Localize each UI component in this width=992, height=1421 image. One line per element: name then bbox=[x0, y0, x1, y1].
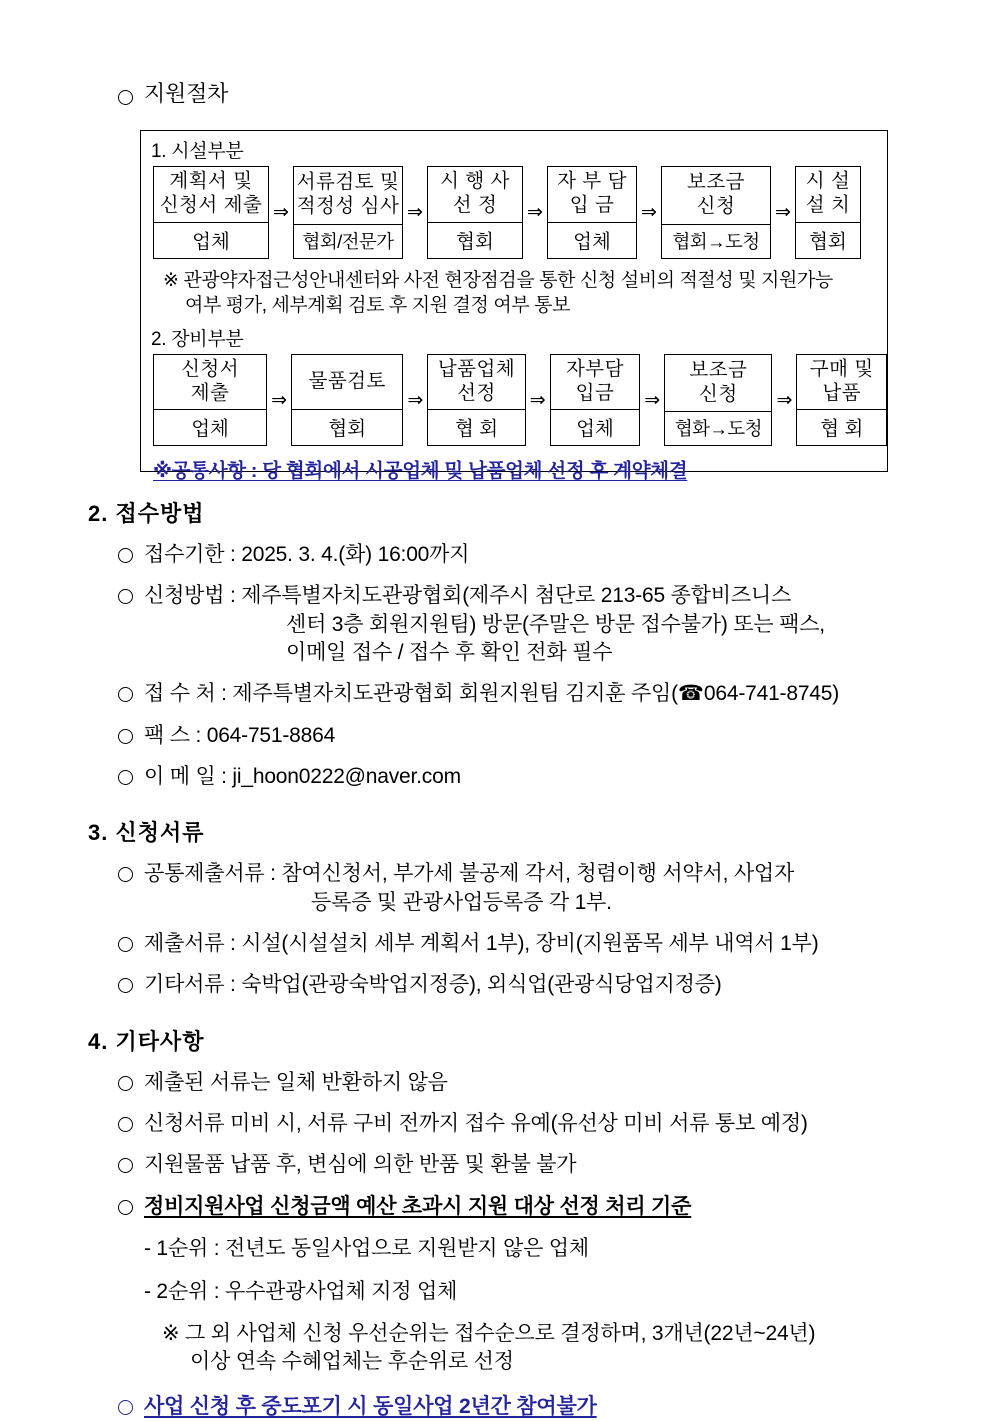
list-item-text: 접수기한 : 2025. 3. 4.(화) 16:00까지 bbox=[144, 543, 470, 566]
list-item bbox=[118, 1069, 992, 1097]
ring-bullet-icon bbox=[118, 589, 133, 604]
flow-step-title bbox=[428, 167, 522, 223]
support-procedure-label: 지원절차 bbox=[144, 81, 229, 106]
arrow-right-icon: ⇒ bbox=[407, 389, 424, 411]
list-item-text: 기타서류 : 숙박업(관광숙박업지정증), 외식업(관광식당업지정증) bbox=[144, 973, 722, 997]
flow-step-actor: 협회 bbox=[456, 230, 494, 253]
list-item-line: 이메일 접수 / 접수 후 확인 전화 필수 bbox=[286, 641, 613, 665]
procedure-diagram-frame bbox=[140, 130, 888, 483]
list-item bbox=[118, 541, 992, 569]
email-text: 이 메 일 : ji_hoon0222@naver.com bbox=[144, 765, 461, 789]
flow-step-title-line: 자 부 담 bbox=[557, 170, 627, 192]
list-item-line: 등록증 및 관광사업등록증 각 1부. bbox=[311, 890, 612, 914]
arrow-right-icon: ⇒ bbox=[529, 389, 546, 411]
list-item bbox=[118, 763, 992, 791]
flow-step-box bbox=[153, 354, 267, 447]
list-item-text: 신청서류 미비 시, 서류 구비 전까지 접수 유예(유선상 미비 서류 통보 예정) bbox=[144, 1112, 808, 1136]
ring-bullet-icon bbox=[118, 978, 133, 993]
flow-step-title-line: 서류검토 및 bbox=[296, 171, 400, 193]
list-item-line: 신청방법 : 제주특별자치도관광협회(제주시 첨단로 213-65 종합비즈니스 bbox=[144, 584, 792, 608]
flow-step-title-line: 납품 bbox=[822, 381, 862, 404]
ring-bullet-icon bbox=[118, 937, 133, 952]
flow-step-box bbox=[427, 354, 525, 447]
flow-step-title bbox=[662, 167, 770, 225]
flow-step-title-line: 보조금 bbox=[689, 358, 748, 381]
list-item-text: 정비지원사업 신청금액 예산 초과시 지원 대상 선정 처리 기준 bbox=[144, 1194, 692, 1218]
arrow-right-icon: ⇒ bbox=[407, 201, 423, 223]
facility-section-label: 1. 시설부분 bbox=[151, 141, 244, 162]
flow-step-box bbox=[547, 166, 637, 259]
list-item-text: 사업 신청 후 중도포기 시 동일사업 2년간 참여불가 bbox=[144, 1394, 597, 1418]
ring-bullet-icon bbox=[118, 687, 133, 702]
ring-bullet-icon bbox=[118, 867, 133, 882]
facility-note-line2: 여부 평가, 세부계획 검토 후 지원 결정 여부 통보 bbox=[185, 294, 571, 316]
list-item bbox=[118, 930, 992, 958]
section-title: 3. 신청서류 bbox=[88, 820, 205, 846]
list-item bbox=[118, 722, 992, 750]
list-item bbox=[118, 582, 992, 667]
flow-step-box bbox=[550, 354, 641, 447]
list-item-text: 팩 스 : 064-751-8864 bbox=[144, 723, 336, 747]
list-item-highlight bbox=[118, 1193, 992, 1221]
support-procedure-bullet bbox=[118, 83, 228, 105]
section-title: 4. 기타사항 bbox=[88, 1028, 205, 1054]
section-items bbox=[118, 860, 992, 999]
star-note bbox=[162, 1320, 992, 1377]
list-item-text bbox=[144, 860, 794, 917]
flow-step-title bbox=[292, 355, 402, 411]
list-item bbox=[118, 860, 992, 917]
facility-note bbox=[163, 268, 887, 318]
ring-bullet-icon bbox=[118, 1117, 133, 1132]
flow-step-actor: 협회→도청 bbox=[672, 230, 760, 252]
flow-step-title-line: 선정 bbox=[457, 381, 496, 404]
flow-step-actor: 업체 bbox=[576, 418, 614, 441]
list-item-text: 지원물품 납품 후, 변심에 의한 반품 및 환불 불가 bbox=[144, 1153, 577, 1177]
flow-step-title bbox=[548, 167, 636, 223]
arrow-right-icon: ⇒ bbox=[775, 201, 791, 223]
ring-bullet-icon bbox=[118, 90, 133, 105]
ring-bullet-icon bbox=[118, 1400, 133, 1415]
flow-step-box bbox=[795, 166, 861, 259]
list-item bbox=[118, 680, 992, 708]
list-item-text bbox=[144, 582, 825, 667]
flow-step-box bbox=[293, 166, 403, 259]
flow-step-title-line: 신청서 제출 bbox=[159, 193, 263, 216]
flow-step-box bbox=[661, 166, 771, 259]
flow-step-title bbox=[154, 355, 266, 411]
list-item-warning bbox=[118, 1393, 992, 1421]
section-application-documents bbox=[0, 816, 992, 999]
flow-step-title-line: 입금 bbox=[575, 381, 615, 404]
sub-list-item bbox=[144, 1278, 992, 1306]
flow-step-box bbox=[427, 166, 523, 259]
flow-step-title-line: 적정성 심사 bbox=[296, 194, 400, 217]
flow-step-actor: 협 회 bbox=[820, 418, 864, 441]
list-item-text: 접 수 처 : 제주특별자치도관광협회 회원지원팀 김지훈 주임(☎064-741-8745) bbox=[144, 682, 840, 706]
flow-step-title-line: 시 행 사 bbox=[440, 170, 510, 192]
arrow-right-icon: ⇒ bbox=[644, 389, 661, 411]
flow-step-title-line: 신청 bbox=[696, 194, 736, 217]
list-item bbox=[118, 971, 992, 999]
flow-step-actor: 업체 bbox=[573, 230, 611, 253]
sub-list-item-text: - 1순위 : 전년도 동일사업으로 지원받지 않은 업체 bbox=[144, 1237, 589, 1261]
facility-flow-row bbox=[153, 166, 887, 259]
flow-step-title-line: 입 금 bbox=[569, 193, 615, 216]
flow-step-title-line: 납품업체 bbox=[437, 357, 516, 380]
flow-step-title-line: 선 정 bbox=[452, 193, 498, 216]
flow-step-title-line: 자부담 bbox=[565, 357, 624, 380]
ring-bullet-icon bbox=[118, 548, 133, 563]
flow-step-title bbox=[428, 355, 524, 411]
document-sections bbox=[0, 497, 992, 1421]
flow-step-title-line: 구매 및 bbox=[809, 357, 874, 380]
ring-bullet-icon bbox=[118, 1076, 133, 1091]
facility-note-line1: ※ 관광약자접근성안내센터와 사전 현장점검을 통한 신청 설비의 적절성 및 지원가능 bbox=[163, 269, 833, 291]
flow-step-actor: 협회 bbox=[809, 230, 847, 253]
equipment-section-label: 2. 장비부분 bbox=[151, 328, 244, 350]
flow-step-box bbox=[796, 354, 887, 447]
flow-step-title-line: 제출 bbox=[190, 381, 230, 404]
flow-step-box bbox=[153, 166, 269, 259]
flow-step-title bbox=[294, 167, 402, 225]
section-items bbox=[118, 1069, 992, 1421]
star-note-text bbox=[162, 1322, 992, 1377]
arrow-right-icon: ⇒ bbox=[641, 201, 657, 223]
list-item-line: 공통제출서류 : 참여신청서, 부가세 불공제 각서, 청렴이행 서약서, 사업자 bbox=[144, 862, 795, 886]
arrow-right-icon: ⇒ bbox=[527, 201, 543, 223]
flow-step-title bbox=[665, 355, 771, 413]
ring-bullet-icon bbox=[118, 729, 133, 744]
flow-step-actor: 업체 bbox=[191, 418, 229, 441]
list-item-text: 제출서류 : 시설(시설설치 세부 계획서 1부), 장비(지원품목 세부 내역서 1부) bbox=[144, 932, 819, 956]
list-item bbox=[118, 1151, 992, 1179]
flow-step-title-line: 시 설 bbox=[805, 170, 851, 192]
arrow-right-icon: ⇒ bbox=[776, 389, 793, 411]
flow-step-actor: 협회 bbox=[328, 418, 367, 441]
list-item-text: 제출된 서류는 일체 반환하지 않음 bbox=[144, 1070, 448, 1094]
equipment-flow-row bbox=[153, 354, 887, 447]
ring-bullet-icon bbox=[118, 1158, 133, 1173]
common-note: ※공통사항 : 당 협회에서 시공업체 및 납품업체 선정 후 계약체결 bbox=[153, 460, 688, 483]
flow-step-actor: 협회/전문가 bbox=[302, 230, 394, 252]
flow-step-actor: 협화→도청 bbox=[674, 418, 762, 440]
sub-list-item-text: - 2순위 : 우수관광사업체 지정 업체 bbox=[144, 1279, 458, 1303]
list-item-line: 센터 3층 회원지원팀) 방문(주말은 방문 접수불가) 또는 팩스, bbox=[286, 612, 825, 636]
flow-step-actor: 업체 bbox=[192, 230, 230, 253]
star-note-line: ※ 그 외 사업체 신청 우선순위는 접수순으로 결정하며, 3개년(22년~24년) bbox=[162, 1321, 816, 1345]
flow-step-title-line: 설 치 bbox=[805, 193, 851, 216]
ring-bullet-icon bbox=[118, 770, 133, 785]
ring-bullet-icon bbox=[118, 1200, 133, 1215]
flow-step-title-line: 신청 bbox=[699, 382, 738, 405]
flow-step-title-line: 계획서 및 bbox=[169, 170, 253, 192]
flow-step-title bbox=[551, 355, 640, 411]
flow-step-title-line: 보조금 bbox=[686, 171, 745, 193]
section-title: 2. 접수방법 bbox=[88, 501, 205, 526]
flow-step-title bbox=[154, 167, 268, 223]
star-note-line: 이상 연속 수혜업체는 후순위로 선정 bbox=[190, 1350, 514, 1374]
flow-step-title-line: 물품검토 bbox=[308, 369, 386, 392]
flow-step-box bbox=[291, 354, 403, 447]
arrow-right-icon: ⇒ bbox=[273, 201, 289, 223]
list-item bbox=[118, 1110, 992, 1138]
sub-list-item bbox=[144, 1235, 992, 1263]
flow-step-title-line: 신청서 bbox=[181, 357, 240, 380]
section-application-method bbox=[0, 497, 992, 791]
flow-step-box bbox=[664, 354, 772, 447]
flow-step-title bbox=[797, 355, 886, 411]
flow-step-actor: 협 회 bbox=[454, 418, 499, 441]
section-items bbox=[118, 541, 992, 791]
arrow-right-icon: ⇒ bbox=[271, 389, 288, 411]
section-other-matters bbox=[0, 1025, 992, 1421]
flow-step-title bbox=[796, 167, 860, 223]
